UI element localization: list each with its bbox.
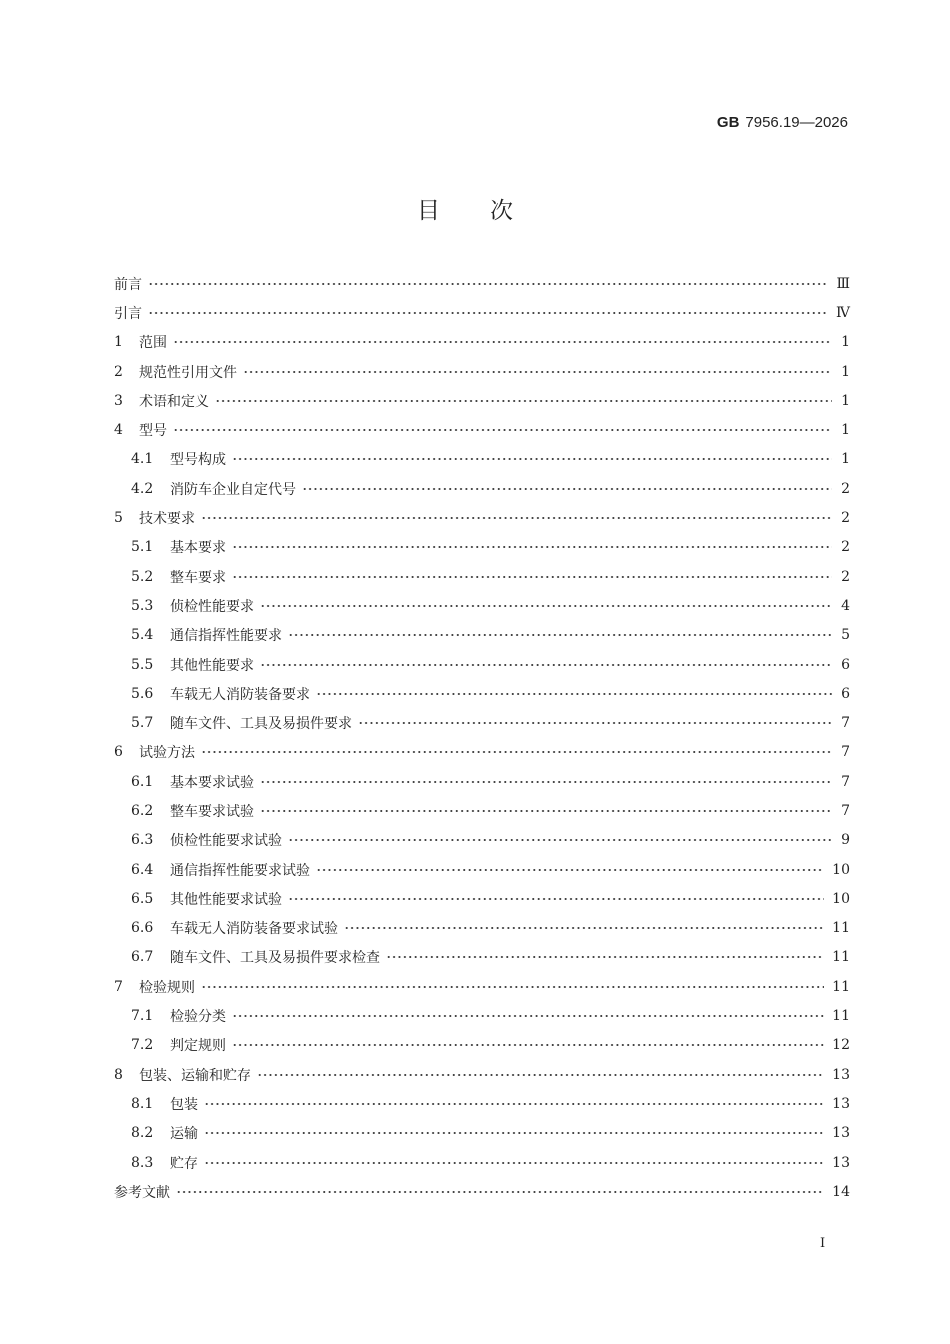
toc-entry-number: 6.3 — [131, 832, 154, 849]
toc-entry[interactable] — [114, 679, 850, 708]
toc-entry[interactable] — [114, 562, 850, 591]
toc-entry-page: 7 — [841, 715, 850, 732]
dot-leader — [232, 570, 832, 584]
toc-entry-page: 1 — [841, 363, 850, 380]
toc-entry[interactable] — [114, 1089, 850, 1118]
toc-entry-label: 其他性能要求 — [170, 657, 254, 674]
toc-entry-label: 通信指挥性能要求试验 — [170, 862, 310, 879]
toc-entry-page: 2 — [841, 480, 850, 497]
toc-entry-number: 4.1 — [131, 451, 154, 468]
toc-entry-number: 6.1 — [131, 773, 154, 790]
toc-entry[interactable] — [114, 826, 850, 855]
toc-entry-number: 5.3 — [131, 597, 154, 614]
dot-leader — [288, 892, 824, 906]
toc-entry[interactable] — [114, 591, 850, 620]
toc-entry-label: 判定规则 — [170, 1038, 226, 1055]
toc-entry-number: 1 — [114, 334, 123, 351]
dot-leader — [204, 1156, 824, 1170]
toc-entry[interactable] — [114, 767, 850, 796]
toc-entry[interactable] — [114, 621, 850, 650]
toc-entry-page: 12 — [832, 1037, 850, 1054]
toc-entry[interactable] — [114, 386, 850, 415]
toc-entry-number: 5.6 — [131, 685, 154, 702]
toc-entry-label: 包装、运输和贮存 — [139, 1067, 251, 1084]
dot-leader — [232, 452, 832, 466]
toc-entry-label: 随车文件、工具及易损件要求 — [170, 716, 352, 733]
standard-code — [717, 114, 848, 131]
toc-entry-label: 型号 — [139, 423, 167, 440]
toc-entry-label: 基本要求试验 — [170, 774, 254, 791]
toc-entry-label: 包装 — [170, 1096, 198, 1113]
toc-entry[interactable] — [114, 914, 850, 943]
dot-leader — [358, 716, 832, 730]
toc-entry-label: 整车要求试验 — [170, 803, 254, 820]
toc-entry-page: 2 — [841, 568, 850, 585]
toc-entry-number: 6.4 — [131, 861, 154, 878]
toc-entry-number: 2 — [114, 363, 123, 380]
dot-leader — [204, 1126, 824, 1140]
toc-entry-number: 3 — [114, 392, 123, 409]
toc-entry[interactable] — [114, 269, 850, 298]
toc-entry-label: 检验分类 — [170, 1009, 226, 1026]
toc-entry[interactable] — [114, 1177, 850, 1206]
dot-leader — [316, 687, 832, 701]
toc-entry-page: 1 — [841, 334, 850, 351]
toc-entry-page: 10 — [832, 890, 850, 907]
toc-entry-number: 6.6 — [131, 920, 154, 937]
dot-leader — [148, 277, 828, 291]
toc-entry-page: 11 — [832, 1008, 850, 1025]
dot-leader — [173, 423, 832, 437]
toc-entry-label: 车载无人消防装备要求试验 — [170, 921, 338, 938]
toc-entry-page: 13 — [832, 1125, 850, 1142]
toc-entry-number: 6.5 — [131, 890, 154, 907]
toc-entry[interactable] — [114, 474, 850, 503]
toc-entry-label: 侦检性能要求试验 — [170, 833, 282, 850]
toc-entry-page: 13 — [832, 1066, 850, 1083]
toc-entry-label: 车载无人消防装备要求 — [170, 686, 310, 703]
toc-entry-page: 9 — [841, 832, 850, 849]
table-of-contents — [114, 269, 850, 1207]
toc-entry-page: 1 — [841, 422, 850, 439]
toc-entry[interactable] — [114, 1031, 850, 1060]
toc-entry-label: 贮存 — [170, 1155, 198, 1172]
toc-entry[interactable] — [114, 796, 850, 825]
standard-number: 7956.19—2026 — [745, 114, 848, 131]
toc-entry-label: 整车要求 — [170, 569, 226, 586]
toc-entry-number: 5.7 — [131, 715, 154, 732]
toc-entry-page: 11 — [832, 949, 850, 966]
dot-leader — [232, 1038, 824, 1052]
toc-entry-label: 检验规则 — [139, 979, 195, 996]
toc-entry[interactable] — [114, 708, 850, 737]
dot-leader — [260, 599, 832, 613]
toc-entry[interactable] — [114, 1001, 850, 1030]
toc-entry-page: 10 — [832, 861, 850, 878]
toc-entry-number: 5.1 — [131, 539, 154, 556]
toc-entry-page: 7 — [841, 802, 850, 819]
toc-entry-page: 6 — [841, 656, 850, 673]
toc-entry-number: 7 — [114, 978, 123, 995]
toc-entry-number: 5.5 — [131, 656, 154, 673]
toc-entry-label: 试验方法 — [139, 745, 195, 762]
toc-entry-page: 11 — [832, 920, 850, 937]
toc-entry-number: 6.7 — [131, 949, 154, 966]
page-title: 目次 — [417, 198, 563, 224]
dot-leader — [260, 658, 832, 672]
toc-entry-page: 14 — [832, 1183, 850, 1200]
toc-entry-number: 8.3 — [131, 1154, 154, 1171]
toc-entry[interactable] — [114, 1119, 850, 1148]
toc-entry-number: 4.2 — [131, 480, 154, 497]
toc-entry-number: 8.1 — [131, 1095, 154, 1112]
toc-entry-number: 7.2 — [131, 1037, 154, 1054]
toc-entry[interactable] — [114, 328, 850, 357]
toc-entry-page: 7 — [841, 744, 850, 761]
toc-entry[interactable] — [114, 884, 850, 913]
dot-leader — [344, 921, 824, 935]
toc-entry[interactable] — [114, 943, 850, 972]
toc-entry[interactable] — [114, 533, 850, 562]
dot-leader — [257, 1068, 824, 1082]
toc-entry-label: 参考文献 — [114, 1184, 170, 1201]
toc-entry-page: 13 — [832, 1095, 850, 1112]
toc-entry-label: 术语和定义 — [139, 393, 209, 410]
dot-leader — [201, 511, 832, 525]
toc-entry[interactable] — [114, 972, 850, 1001]
toc-entry-number: 5.2 — [131, 568, 154, 585]
dot-leader — [232, 540, 832, 554]
toc-entry[interactable] — [114, 503, 850, 532]
toc-entry-label: 通信指挥性能要求 — [170, 628, 282, 645]
dot-leader — [215, 394, 832, 408]
toc-entry-label: 型号构成 — [170, 452, 226, 469]
toc-entry-label: 规范性引用文件 — [139, 364, 237, 381]
page-number: I — [820, 1236, 826, 1251]
toc-entry[interactable] — [114, 415, 850, 444]
toc-entry-label: 前言 — [114, 276, 142, 293]
toc-entry-page: 2 — [841, 510, 850, 527]
toc-entry-number: 6.2 — [131, 802, 154, 819]
dot-leader — [176, 1185, 824, 1199]
toc-entry-number: 8.2 — [131, 1125, 154, 1142]
toc-entry[interactable] — [114, 298, 850, 327]
toc-entry-page: 13 — [832, 1154, 850, 1171]
dot-leader — [201, 745, 832, 759]
toc-entry-label: 基本要求 — [170, 540, 226, 557]
toc-entry[interactable] — [114, 738, 850, 767]
dot-leader — [288, 833, 832, 847]
toc-entry-page: 5 — [841, 627, 850, 644]
toc-entry[interactable] — [114, 855, 850, 884]
toc-entry-number: 4 — [114, 422, 123, 439]
dot-leader — [288, 628, 832, 642]
toc-entry-label: 技术要求 — [139, 511, 195, 528]
dot-leader — [232, 1009, 824, 1023]
toc-entry[interactable] — [114, 357, 850, 386]
toc-entry-page: 7 — [841, 773, 850, 790]
toc-entry[interactable] — [114, 445, 850, 474]
toc-entry-label: 消防车企业自定代号 — [170, 481, 296, 498]
toc-entry-label: 侦检性能要求 — [170, 598, 254, 615]
dot-leader — [260, 775, 832, 789]
dot-leader — [316, 863, 824, 877]
toc-entry-label: 运输 — [170, 1126, 198, 1143]
toc-entry-label: 其他性能要求试验 — [170, 891, 282, 908]
dot-leader — [173, 335, 832, 349]
toc-entry-number: 5 — [114, 510, 123, 527]
toc-entry-number: 6 — [114, 744, 123, 761]
dot-leader — [201, 980, 824, 994]
toc-entry-page: 6 — [841, 685, 850, 702]
dot-leader — [386, 950, 824, 964]
dot-leader — [148, 306, 828, 320]
dot-leader — [260, 804, 832, 818]
toc-entry-number: 8 — [114, 1066, 123, 1083]
dot-leader — [243, 365, 832, 379]
toc-entry-page: 4 — [841, 597, 850, 614]
dot-leader — [204, 1097, 824, 1111]
toc-entry[interactable] — [114, 650, 850, 679]
dot-leader — [302, 482, 832, 496]
toc-entry-label: 引言 — [114, 305, 142, 322]
toc-entry[interactable] — [114, 1148, 850, 1177]
toc-entry-number: 5.4 — [131, 627, 154, 644]
toc-entry-page: 1 — [841, 392, 850, 409]
toc-entry[interactable] — [114, 1060, 850, 1089]
toc-entry-label: 随车文件、工具及易损件要求检查 — [170, 950, 380, 967]
standard-prefix: GB — [716, 114, 740, 131]
toc-entry-page: 11 — [832, 978, 850, 995]
toc-entry-page: 2 — [841, 539, 850, 556]
toc-entry-number: 7.1 — [131, 1008, 154, 1025]
toc-entry-label: 范围 — [139, 335, 167, 352]
toc-entry-page: Ⅳ — [836, 304, 850, 321]
toc-entry-page: 1 — [841, 451, 850, 468]
toc-entry-page: Ⅲ — [836, 275, 850, 292]
